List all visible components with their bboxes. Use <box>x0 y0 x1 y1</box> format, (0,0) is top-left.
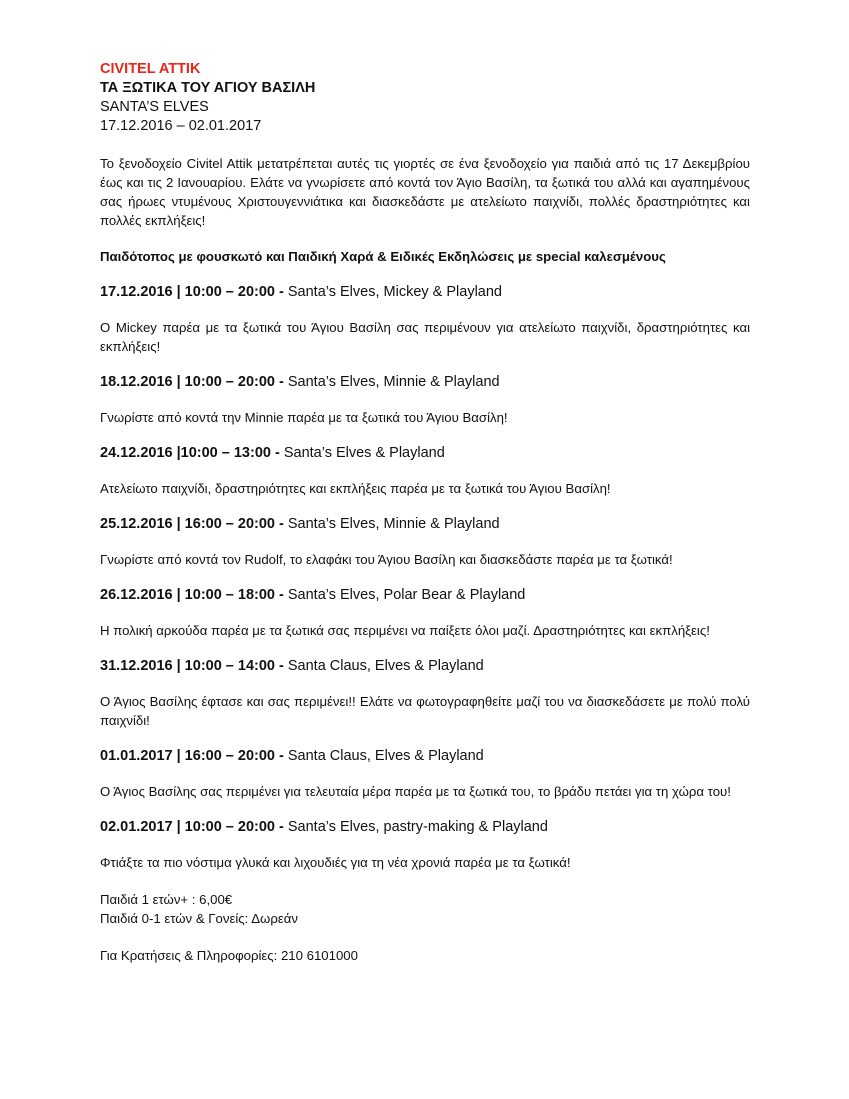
event-name: Santa’s Elves & Playland <box>279 445 445 461</box>
event-description: Η πολική αρκούδα παρέα με τα ξωτικά σας περιμένει να παίξετε όλοι μαζί. Δραστηριότητες και εκπλήξεις! <box>100 623 710 638</box>
document-page <box>100 60 750 965</box>
event-datetime: 26.12.2016 | 10:00 – 18:00 - <box>100 587 284 603</box>
event-datetime: 17.12.2016 | 10:00 – 20:00 - <box>100 284 284 300</box>
event-title <box>100 514 750 534</box>
event-item <box>100 746 750 801</box>
event-item <box>100 372 750 427</box>
event-description: Ο Άγιος Βασίλης έφτασε και σας περιμένει!! Ελάτε να φωτογραφηθείτε μαζί του να διασκεδάσετε με πολύ πολύ παιχνίδι! <box>100 694 750 728</box>
page-subtitle: SANTA’S ELVES <box>100 99 209 115</box>
event-title <box>100 746 750 766</box>
event-title <box>100 372 750 392</box>
header-block <box>100 60 750 136</box>
event-name: Santa’s Elves, pastry-making & Playland <box>283 819 548 835</box>
event-description: Φτιάξτε τα πιο νόστιμα γλυκά και λιχουδιές για τη νέα χρονιά παρέα με τα ξωτικά! <box>100 855 571 870</box>
event-item <box>100 282 750 356</box>
event-item <box>100 443 750 498</box>
event-title <box>100 443 750 463</box>
contact-info: Για Κρατήσεις & Πληροφορίες: 210 6101000 <box>100 948 358 963</box>
event-item <box>100 514 750 569</box>
date-range: 17.12.2016 – 02.01.2017 <box>100 118 262 134</box>
price-list <box>100 890 750 928</box>
brand-name: CIVITEL ATTIK <box>100 61 201 77</box>
event-description: Γνωρίστε από κοντά την Minnie παρέα με τα ξωτικά του Άγιου Βασίλη! <box>100 410 508 425</box>
event-name: Santa’s Elves, Polar Bear & Playland <box>283 587 526 603</box>
event-description: Γνωρίστε από κοντά τον Rudolf, το ελαφάκι του Άγιου Βασίλη και διασκεδάστε παρέα με τα ξωτικά! <box>100 552 673 567</box>
event-description: Ο Mickey παρέα με τα ξωτικά του Άγιου Βασίλη σας περιμένουν για ατελείωτο παιχνίδι, δραστηριότητες και εκπλήξεις! <box>100 320 750 354</box>
event-name: Santa Claus, Elves & Playland <box>283 748 484 764</box>
event-title <box>100 656 750 676</box>
event-datetime: 18.12.2016 | 10:00 – 20:00 - <box>100 374 284 390</box>
event-name: Santa’s Elves, Minnie & Playland <box>283 516 500 532</box>
event-datetime: 01.01.2017 | 16:00 – 20:00 - <box>100 748 284 764</box>
event-datetime: 24.12.2016 |10:00 – 13:00 - <box>100 445 280 461</box>
event-datetime: 31.12.2016 | 10:00 – 14:00 - <box>100 658 284 674</box>
event-item <box>100 817 750 872</box>
event-name: Santa Claus, Elves & Playland <box>283 658 484 674</box>
event-description: Ο Άγιος Βασίλης σας περιμένει για τελευταία μέρα παρέα με τα ξωτικά του, το βράδυ πετάει για τη χώρα του! <box>100 784 731 799</box>
event-description: Ατελείωτο παιχνίδι, δραστηριότητες και εκπλήξεις παρέα με τα ξωτικά του Άγιου Βασίλη! <box>100 481 611 496</box>
price-children-1plus: Παιδιά 1 ετών+ : 6,00€ <box>100 892 233 907</box>
event-datetime: 25.12.2016 | 16:00 – 20:00 - <box>100 516 284 532</box>
intro-paragraph: Το ξενοδοχείο Civitel Attik μετατρέπεται αυτές τις γιορτές σε ένα ξενοδοχείο για παιδιά από τις 17 Δεκεμβρίου έως και τις 2 Ιανουαρίου. Ελάτε να γνωρίσετε από κοντά τον Άγιο Βασίλη, τα ξωτικά του αλλά και αγαπημένους σας ήρωες ντυμένους Χριστουγεννιάτικα και διασκεδάστε με ατελείωτο παιχνίδι, πολλές δραστηριότητες και πολλές εκπλήξεις! <box>100 156 750 228</box>
event-datetime: 02.01.2017 | 10:00 – 20:00 - <box>100 819 284 835</box>
events-list <box>100 282 750 872</box>
event-name: Santa’s Elves, Minnie & Playland <box>283 374 500 390</box>
event-item <box>100 585 750 640</box>
page-title: ΤΑ ΞΩΤΙΚΑ ΤΟΥ ΑΓΙΟΥ ΒΑΣΙΛΗ <box>100 80 316 96</box>
section-subheading: Παιδότοπος με φουσκωτό και Παιδική Χαρά & Ειδικές Εκδηλώσεις με special καλεσμένους <box>100 249 666 264</box>
event-title <box>100 585 750 605</box>
event-item <box>100 656 750 730</box>
event-title <box>100 282 750 302</box>
event-title <box>100 817 750 837</box>
price-children-0-1: Παιδιά 0-1 ετών & Γονείς: Δωρεάν <box>100 911 298 926</box>
event-name: Santa’s Elves, Mickey & Playland <box>283 284 502 300</box>
